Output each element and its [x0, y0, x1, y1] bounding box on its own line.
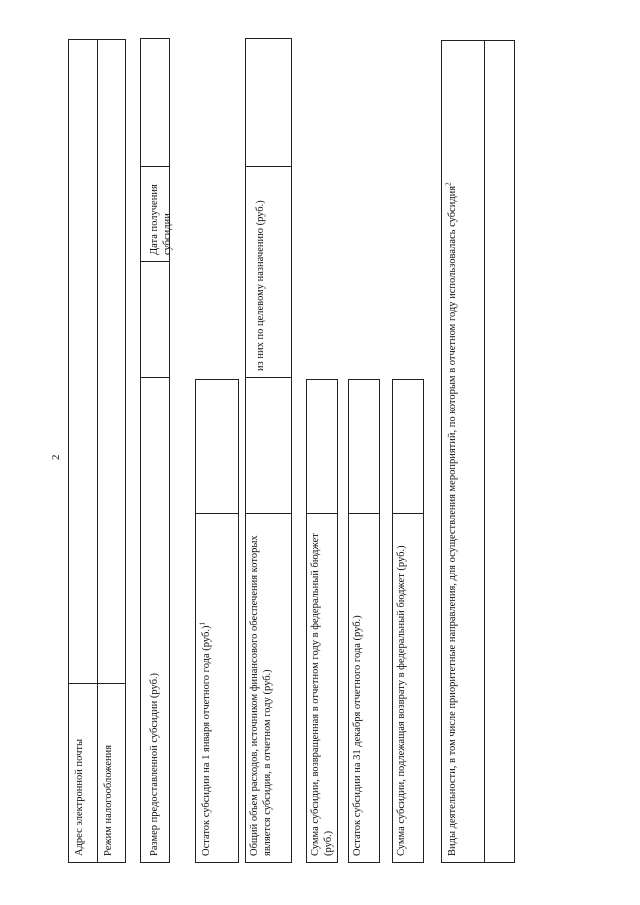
contact-table: [68, 683, 126, 863]
balance-jan1-label: [196, 514, 238, 862]
expenses-box: [245, 38, 292, 863]
balance-jan1-field[interactable]: [196, 380, 238, 513]
activities-text: Виды деятельности, в том числе приоритетные направления, для осуществления мероприятий, по которым в отчетном году использовалась субсидия: [447, 185, 458, 856]
targeted-expenses-field[interactable]: [246, 39, 291, 166]
to-be-returned-box: [392, 379, 424, 863]
targeted-expenses-label: из них по целевому назначению (руб.): [255, 200, 266, 371]
balance-dec31-field[interactable]: [349, 380, 379, 513]
activities-label: [442, 41, 484, 862]
subsidy-date-field[interactable]: [141, 39, 169, 166]
balance-jan1-text: Остаток субсидии на 1 января отчетного года (руб.): [201, 625, 212, 856]
tax-regime-label: Режим налогообложения: [103, 744, 114, 856]
page-number: 2: [50, 454, 62, 460]
subsidy-amount-label: Размер предоставленной субсидии (руб.): [149, 672, 160, 856]
to-be-returned-label: Сумма субсидии, подлежащая возврату в федеральный бюджет (руб.): [396, 545, 407, 856]
balance-dec31-box: [348, 379, 380, 863]
email-field[interactable]: [69, 40, 97, 683]
tax-regime-field[interactable]: [98, 40, 126, 683]
footnote-1-marker: 1: [198, 622, 207, 626]
total-expenses-field[interactable]: [246, 378, 291, 513]
footnote-2-marker: 2: [444, 182, 453, 186]
to-be-returned-field[interactable]: [393, 380, 423, 513]
activities-box: [441, 40, 515, 863]
contact-values: [68, 39, 126, 684]
email-label: Адрес электронной почты: [74, 738, 85, 856]
subsidy-amount-field[interactable]: [141, 262, 169, 377]
balance-dec31-label: Остаток субсидии на 31 декабря отчетного года (руб.): [352, 615, 363, 856]
returned-box: [306, 379, 338, 863]
returned-amount-field[interactable]: [307, 380, 337, 513]
subsidy-date-label: Дата получения субсидии: [149, 184, 174, 255]
balance-jan1-box: [195, 379, 239, 863]
total-expenses-label: Общий объем расходов, источником финансового обеспечения которых является субсидия, в отчетном году (руб.): [249, 535, 274, 856]
subsidy-table: [140, 38, 174, 863]
returned-amount-label: Сумма субсидии, возвращенная в отчетном году в федеральный бюджет (руб.): [310, 533, 335, 856]
activities-field[interactable]: [485, 41, 514, 862]
